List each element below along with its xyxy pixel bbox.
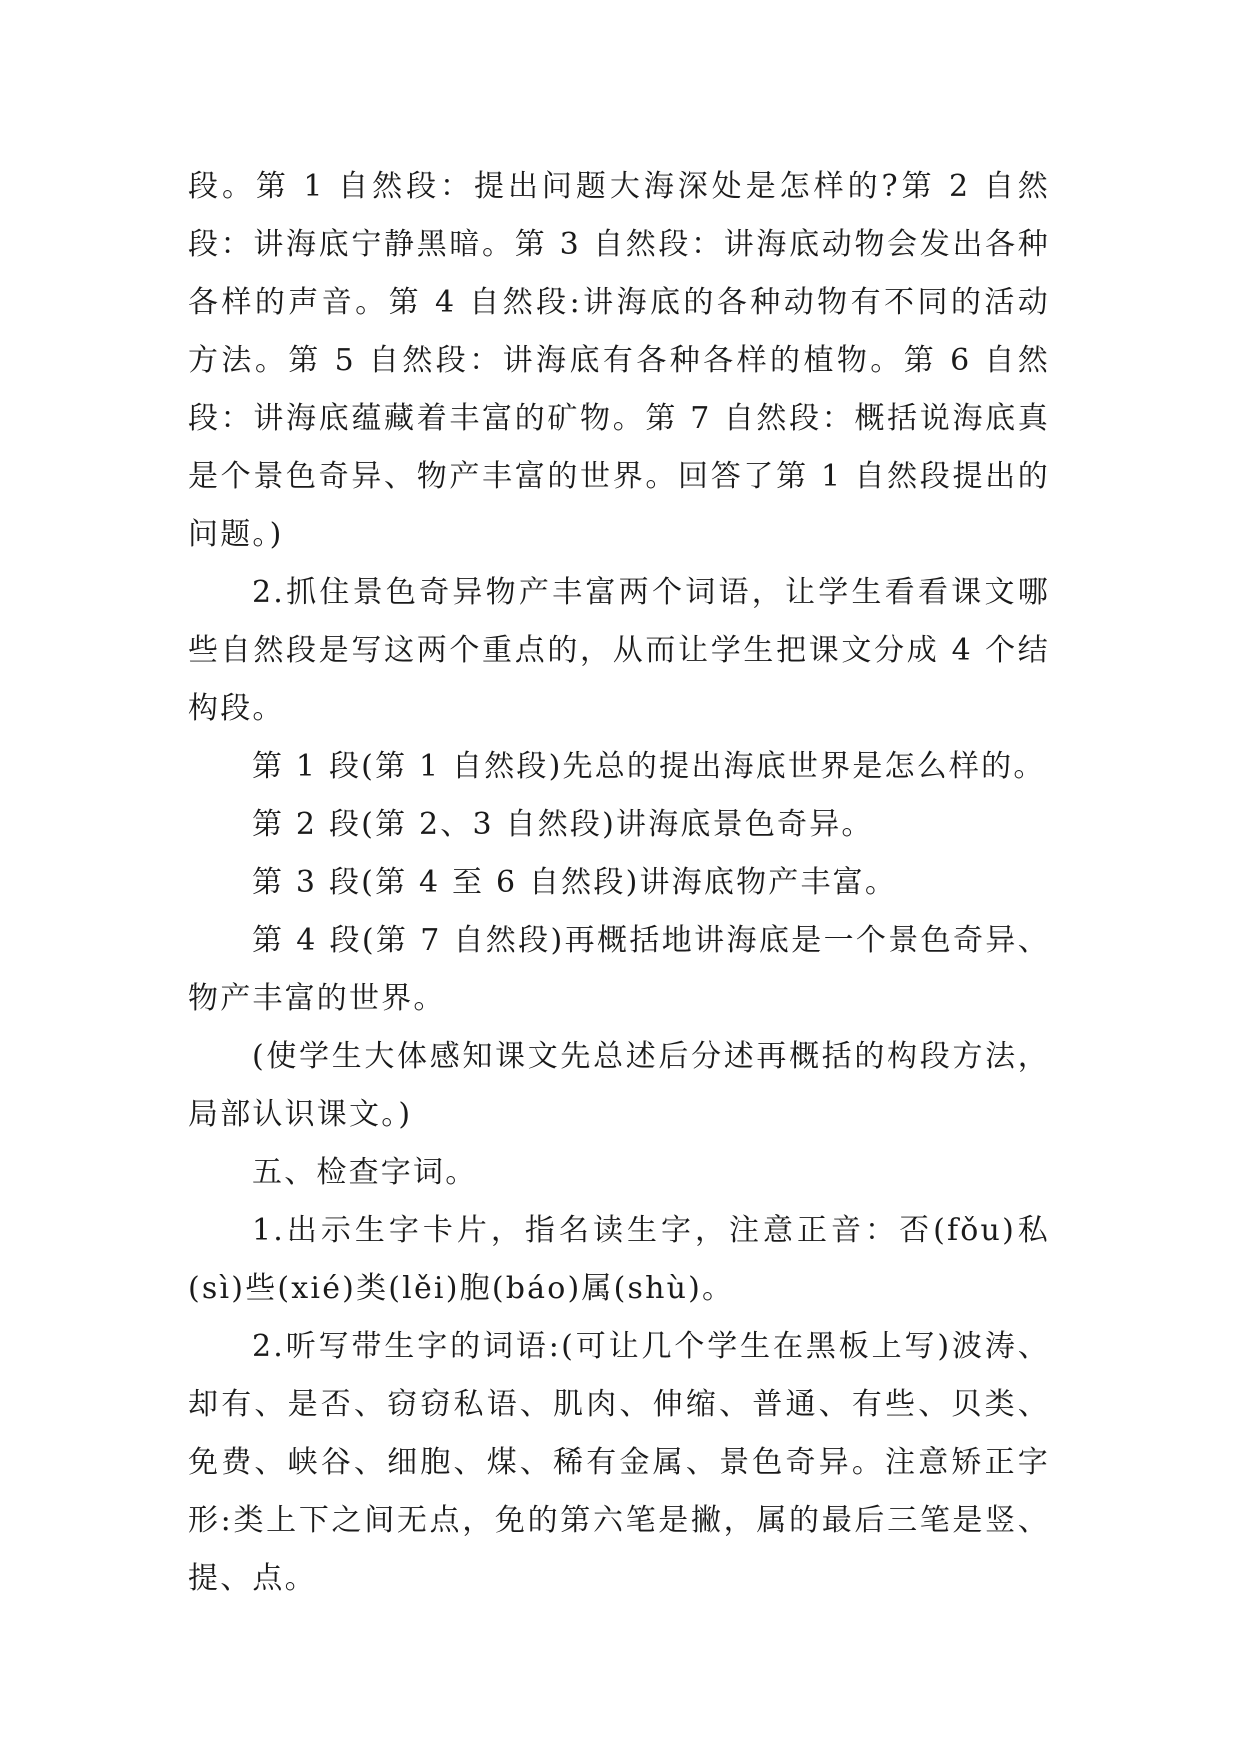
paragraph: 2.抓住景色奇异物产丰富两个词语，让学生看看课文哪些自然段是写这两个重点的，从而让学生把课文分成 4 个结构段。 (188, 575, 1050, 726)
paragraph: 1.出示生字卡片，指名读生字，注意正音：否(fǒu)私(sì)些(xié)类(lěi)胞(báo)属(shù)。 (188, 1213, 1050, 1306)
paragraph: 2.听写带生字的词语:(可让几个学生在黑板上写)波涛、却有、是否、窃窃私语、肌肉、伸缩、普通、有些、贝类、免费、峡谷、细胞、煤、稀有金属、景色奇异。注意矫正字形:类上下之间无点，免的第六笔是撇，属的最后三笔是竖、提、点。 (188, 1329, 1050, 1596)
paragraph: (使学生大体感知课文先总述后分述再概括的构段方法，局部认识课文。) (188, 1039, 1050, 1132)
paragraph: 第 2 段(第 2、3 自然段)讲海底景色奇异。 (252, 807, 874, 842)
paragraph: 第 3 段(第 4 至 6 自然段)讲海底物产丰富。 (252, 865, 898, 900)
section-heading: 五、检查字词。 (252, 1155, 478, 1190)
paragraph: 第 4 段(第 7 自然段)再概括地讲海底是一个景色奇异、物产丰富的世界。 (188, 923, 1050, 1016)
paragraph: 第 1 段(第 1 自然段)先总的提出海底世界是怎么样的。 (252, 749, 1046, 784)
document-body (188, 158, 1050, 1608)
paragraph: 段。第 1 自然段：提出问题大海深处是怎样的?第 2 自然段：讲海底宁静黑暗。第 3 自然段：讲海底动物会发出各种各样的声音。第 4 自然段:讲海底的各种动物有不同的活动方法。第 5 自然段：讲海底有各种各样的植物。第 6 自然段：讲海底蕴藏着丰富的矿物。第 7 自然段：概括说海底真是个景色奇异、物产丰富的世界。回答了第 1 自然段提出的问题。) (188, 169, 1050, 552)
